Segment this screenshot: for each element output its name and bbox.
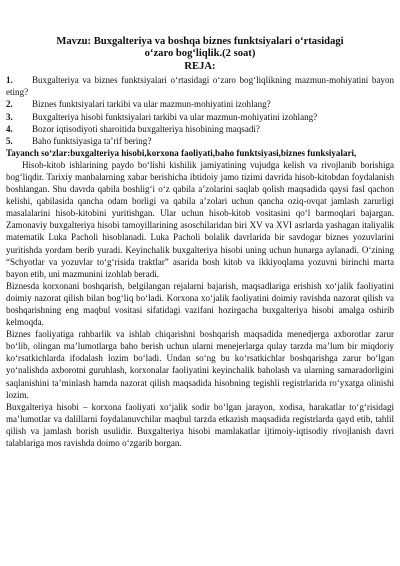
document-title-line-2: o‘zaro bog‘liqlik.(2 soat) [144, 48, 256, 60]
document-page [6, 36, 394, 449]
plan-item-text: Bozor iqtisodiyoti sharoitida buxgalteriya hisobining maqsadi? [32, 123, 260, 134]
plan-list [6, 74, 394, 147]
body-paragraph: Hisob-kitob ishlarining paydo bo‘lishi kishilik jamiyatining vujudga kelish va rivojlanib borishiga bog‘liqdir. Tarixiy manbalarning xabar berishicha ibtidoiy jamo tizimi davrida hisob-kitobdan foydalanish boshlangan. Shu davrda qabila boshlig‘i o‘z qabila a’zolarini saqlab qolish maqsadida qaysi fasl qachon kelishi, qabilasida qancha odam borligi va qabila a’zolari uchun qancha oziq-ovqat jamlash zarurligi masalalarini hisob-kitobini yuritishgan. Ular uchun hisob-kitob vositasini qo‘l barmoqlari bajargan. Zamonaviy buxgalteriya hisobi tamoyillarining asoschilaridan biri XV va XVI asrlarda yashagan italiyalik matematik Luka Pacholi hisoblanadi. Luka Pacholi bolalik davrlarida bir savdogar biznes yozuvlarini yuritishda yordam berib yuradi. Keyinchalik buxgalteriya hisobi uning uchun hunarga aylanadi. O‘zining “Schyotlar va yozuvlar to‘g‘risida traktlar” asarida bosh kitob va ikkiyoqlama yozuvni birinchi marta bayon etib, uni mazmunini izohlab beradi. [6, 159, 394, 279]
plan-item [6, 123, 394, 135]
plan-item-number: 1. [6, 75, 13, 86]
body-paragraph: Buxgalteriya hisobi – korxona faoliyati xo‘jalik sodir bo‘lgan jarayon, xodisa, harakatlar to‘g‘risidagi ma’lumotlar va dalillarni foydalanuvchilar maqbul tarzda etkazish maqsadida registrlarda qayd etib, tahlil qilish va jamlash borish usulidir. Buxgalteriya hisobi mamlakatlar ijtimoiy-iqtisodiy rivojlanish davri talablariga mos ravishda doimo o‘zgarib borgan. [6, 401, 394, 449]
body-paragraph: Biznesda korxonani boshqarish, belgilangan rejalarni bajarish, maqsadlariga erishish xo‘jalik faoliyatini doimiy nazorat qilish bilan bog‘liq bo‘ladi. Korxona xo‘jalik faoliyatini doimiy ravishda nazorat qilish va boshqarishning eng maqbul vositasi sifatidagi vazifani hozirgacha buxgalteriya hisobi amalga oshirib kelmoqda. [6, 280, 394, 328]
plan-item [6, 74, 394, 98]
plan-item [6, 98, 394, 110]
body-paragraph: Biznes faoliyatiga rahbarlik va ishlab chiqarishni boshqarish maqsadida menedjerga axborotlar zarur bo‘lib, olingan ma’lumotlarga baho berish uchun ularni menejerlarga qulay tarzda ma’lum bir miqdoriy ko‘rsatkichlarda ifodalash lozim bo‘ladi. Undan so‘ng bu ko‘rsatkichlar boshqarishga zarur bo‘lgan yo‘nalishda axborotni guruhlash, korxonalar faoliyatini keyinchalik baholash va ularning samaradorligini saqlanishini ta’minlash hamda nazorat qilish maqsadida hisobning tegishli registrlarida ro‘yxatga olinishi lozim. [6, 329, 394, 400]
plan-item-number: 4. [6, 123, 13, 134]
plan-item [6, 135, 394, 147]
plan-item-number: 3. [6, 111, 13, 122]
keywords-line: Tayanch so‘zlar:buxgalteriya hisobi,korxona faoliyati,baho funktsiyasi,biznes funksiyalari, [6, 147, 357, 158]
plan-item-text: Buxgalteriya hisobi funktsiyalari tarkibi va ular mazmun-mohiyatini izohlang? [32, 111, 318, 122]
document-title-line-1: Mavzu: Buxgalteriya va boshqa biznes funktsiyalari o‘rtasidagi [56, 36, 344, 47]
plan-item-text: Baho funktsiyasiga ta’rif bering? [32, 135, 152, 146]
plan-item-text: Buxgalteriya va biznes funktsiyalari o‘rtasidagi o‘zaro bog‘liqlikning mazmun-mohiyatini bayon eting? [6, 75, 394, 98]
plan-item [6, 111, 394, 123]
plan-item-text: Biznes funktsiyalari tarkibi va ular mazmun-mohiyatini izohlang? [32, 99, 271, 110]
plan-item-number: 5. [6, 135, 13, 146]
plan-heading: REJA: [184, 60, 216, 72]
plan-item-number: 2. [6, 99, 13, 110]
